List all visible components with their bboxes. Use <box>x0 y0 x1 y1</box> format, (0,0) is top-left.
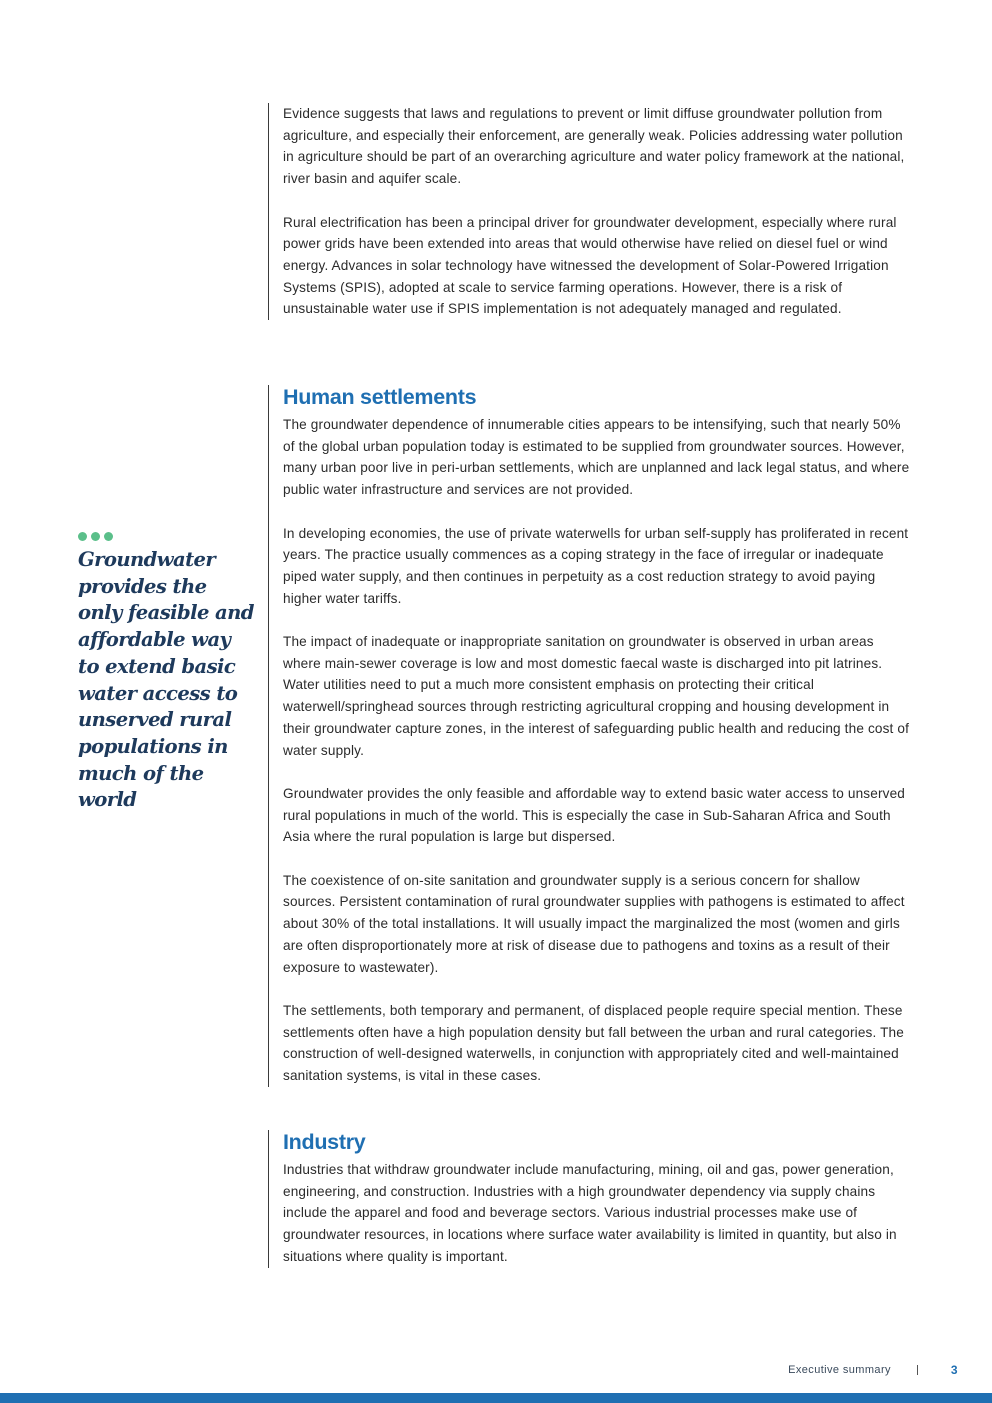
human-settlements-heading: Human settlements <box>283 385 477 409</box>
dots-decoration-icon <box>78 532 256 541</box>
dot-icon <box>91 532 100 541</box>
bottom-accent-bar <box>0 1393 992 1403</box>
page-number: 3 <box>950 1363 958 1377</box>
industry-heading: Industry <box>283 1130 366 1154</box>
settlements-paragraph-5: The coexistence of on-site sanitation and groundwater supply is a serious concern for shallow sources. Persistent contamination of rural groundwater supplies with pathogens is estimated to affect about 30% of the total installations. It will usually impact the marginalized the most (women and girls are often disproportionately more at risk of disease due to pathogens and toxins as a result of their exposure to wastewater). <box>283 872 905 975</box>
settlements-paragraph-3: The impact of inadequate or inappropriate sanitation on groundwater is observed in urban areas where main-sewer coverage is low and most domestic faecal waste is discharged into pit latrines. Water utilities need to put a much more consistent emphasis on protecting their critical waterwell/springhead sources through restricting agricultural cropping and housing development in their groundwater capture zones, in the interest of safeguarding public health and reducing the cost of water supply. <box>283 634 910 758</box>
settlements-paragraph-4: Groundwater provides the only feasible and affordable way to extend basic water access to unserved rural populations in much of the world. This is especially the case in Sub-Saharan Africa and South Asia where the rural population is large but dispersed. <box>283 785 905 845</box>
industry-section <box>268 1130 914 1268</box>
industry-paragraph-1: Industries that withdraw groundwater include manufacturing, mining, oil and gas, power generation, engineering, and construction. Industries with a high groundwater dependency via supply chains include the apparel and food and beverage sectors. Various industrial processes make use of groundwater resources, in locations where surface water availability is limited in quantity, but also in situations where quality is important. <box>283 1162 897 1264</box>
pull-quote-text: Groundwater provides the only feasible and affordable way to extend basic water access to unserved rural populations in much of the world <box>78 548 254 812</box>
settlements-paragraph-1: The groundwater dependence of innumerable cities appears to be intensifying, such that nearly 50% of the global urban population today is estimated to be supplied from groundwater sources. However, many urban poor live in peri-urban settlements, which are unplanned and lack legal status, and where public water infrastructure and services are not provided. <box>283 417 910 498</box>
dot-icon <box>78 532 87 541</box>
footer-section-label: Executive summary <box>788 1364 891 1376</box>
intro-paragraph-1: Evidence suggests that laws and regulations to prevent or limit diffuse groundwater pollution from agriculture, and especially their enforcement, are generally weak. Policies addressing water pollution in agriculture should be part of an overarching agriculture and water policy framework at the national, river basin and aquifer scale. <box>283 106 905 187</box>
intro-section <box>268 103 914 320</box>
intro-paragraph-2: Rural electrification has been a principal driver for groundwater development, especially where rural power grids have been extended into areas that would otherwise have relied on diesel fuel or wind energy. Advances in solar technology have witnessed the development of Solar-Powered Irrigation Systems (SPIS), adopted at scale to service farming operations. However, there is a risk of unsustainable water use if SPIS implementation is not adequately managed and regulated. <box>283 214 897 317</box>
page-footer <box>788 1362 958 1378</box>
human-settlements-section <box>268 385 914 1087</box>
footer-divider <box>917 1365 918 1375</box>
pull-quote <box>78 532 256 814</box>
settlements-paragraph-2: In developing economies, the use of private waterwells for urban self-supply has proliferated in recent years. The practice usually commences as a coping strategy in the face of irregular or inadequate piped water supply, and then continues in perpetuity as a cost reduction strategy to avoid paying higher water tariffs. <box>283 525 909 606</box>
dot-icon <box>104 532 113 541</box>
settlements-paragraph-6: The settlements, both temporary and permanent, of displaced people require special mention. These settlements often have a high population density but fall between the urban and rural categories. The construction of well-designed waterwells, in conjunction with appropriately cited and well-maintained sanitation systems, is vital in these cases. <box>283 1002 904 1084</box>
